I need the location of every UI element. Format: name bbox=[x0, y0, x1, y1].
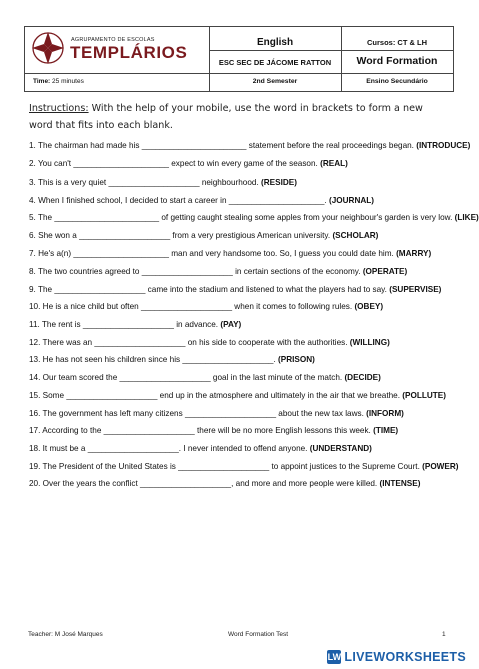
instructions-text: With the help of your mobile, use the word in brackets to form a new word that fits into each blank. bbox=[29, 103, 423, 131]
question-item: 1. The chairman had made his _______________________ statement before the real proceedings began. (INTRODUCE) bbox=[29, 141, 471, 150]
question-item: 11. The rent is ____________________ in advance. (PAY) bbox=[29, 320, 242, 329]
question-item: 6. She won a ____________________ from a very prestigious American university. (SCHOLAR) bbox=[29, 231, 379, 240]
instructions-label: Instructions: bbox=[29, 103, 89, 114]
question-item: 2. You can't _____________________ expect to win every game of the season. (REAL) bbox=[29, 159, 348, 168]
question-item: 12. There was an ____________________ on his side to cooperate with the authorities. (WILLING) bbox=[29, 338, 390, 347]
question-item: 7. He's a(n) _____________________ man and very handsome too. So, I guess you could date him. (MARRY) bbox=[29, 249, 432, 258]
footer-test-name: Word Formation Test bbox=[228, 631, 289, 638]
time-limit: Time: 25 minutes bbox=[33, 78, 84, 85]
header-table bbox=[24, 26, 454, 92]
question-item: 15. Some ____________________ end up in the atmosphere and ultimately in the air that we breathe. (POLLUTE) bbox=[29, 391, 446, 400]
question-item: 17. According to the ____________________ there will be no more English lessons this week. (TIME) bbox=[29, 426, 399, 435]
subject-label: English bbox=[256, 37, 294, 48]
question-item: 8. The two countries agreed to ____________________ in certain sections of the economy. (OPERATE) bbox=[29, 267, 408, 276]
school-group-label: AGRUPAMENTO DE ESCOLAS bbox=[71, 37, 155, 43]
question-item: 18. It must be a ____________________. I never intended to offend anyone. (UNDERSTAND) bbox=[29, 444, 372, 453]
question-item: 10. He is a nice child but often ____________________ when it comes to following rules. (OBEY) bbox=[29, 302, 384, 311]
worksheet-title: Word Formation bbox=[356, 55, 438, 67]
semester-label: 2nd Semester bbox=[252, 78, 298, 85]
instructions bbox=[29, 100, 449, 134]
question-item: 13. He has not seen his children since his ____________________. (PRISON) bbox=[29, 355, 315, 364]
question-item: 9. The ____________________ came into the stadium and listened to what the players had to say. (SUPERVISE) bbox=[29, 285, 442, 294]
courses-label: Cursos: CT & LH bbox=[367, 38, 427, 47]
templar-cross-logo bbox=[31, 31, 65, 65]
footer-teacher: Teacher: M José Marques bbox=[28, 631, 103, 638]
question-item: 16. The government has left many citizens ____________________ about the new tax laws. (INFORM) bbox=[29, 409, 404, 418]
level-label: Ensino Secundário bbox=[366, 78, 428, 85]
footer-page-number: 1 bbox=[442, 631, 446, 638]
school-name: ESC SEC DE JÁCOME RATTON bbox=[218, 58, 332, 67]
question-item: 19. The President of the United States is ____________________ to appoint justices to the Supreme Court. (POWER) bbox=[29, 462, 459, 471]
liveworksheets-logo-text: LIVEWORKSHEETS bbox=[344, 650, 466, 664]
school-group-name: TEMPLÁRIOS bbox=[70, 43, 188, 62]
question-item: 20. Over the years the conflict ____________________, and more and more people were killed. (INTENSE) bbox=[29, 479, 421, 488]
question-item: 3. This is a very quiet ____________________ neighbourhood. (RESIDE) bbox=[29, 178, 297, 187]
question-item: 5. The _______________________ of getting caught stealing some apples from your neighbour's garden is very low. (LIKE) bbox=[29, 213, 479, 222]
liveworksheets-logo-icon: LW bbox=[327, 652, 342, 662]
question-item: 14. Our team scored the ____________________ goal in the last minute of the match. (DECIDE) bbox=[29, 373, 381, 382]
liveworksheets-watermark bbox=[327, 649, 466, 665]
question-item: 4. When I finished school, I decided to start a career in _____________________. (JOURNAL) bbox=[29, 196, 375, 205]
